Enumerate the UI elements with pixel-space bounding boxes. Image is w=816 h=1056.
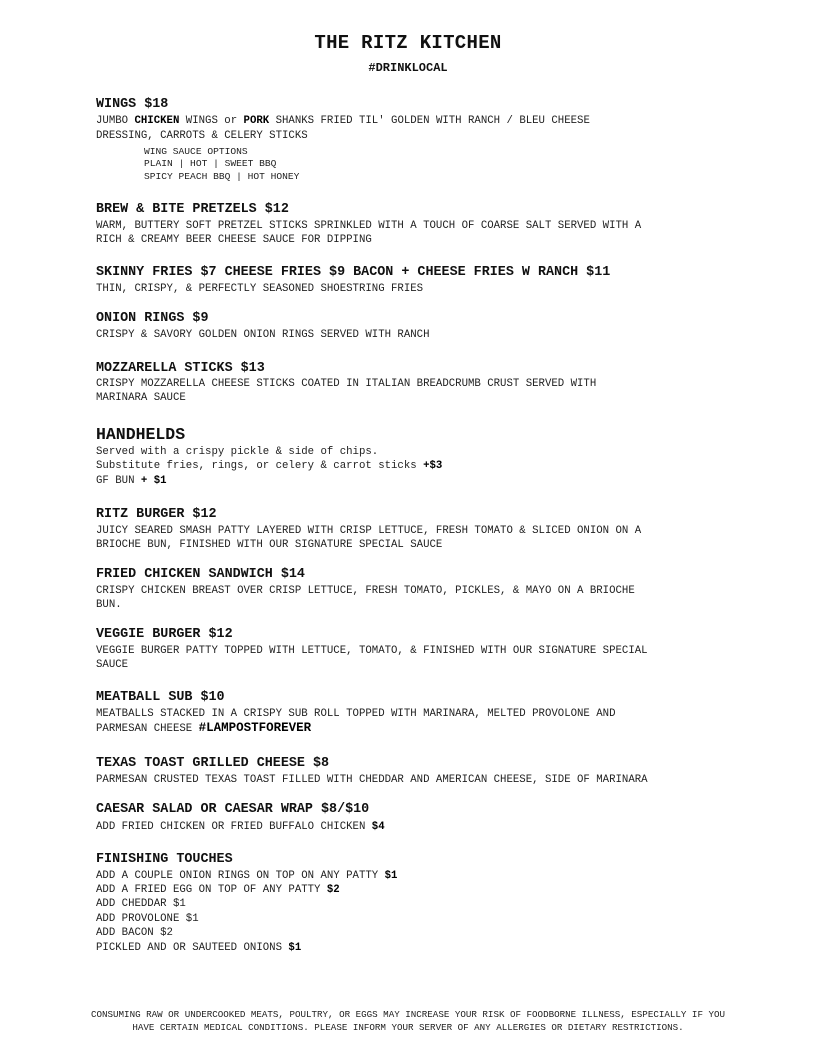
item-title: WINGS $18: [96, 97, 169, 112]
addon-line: ADD CHEDDAR $1: [96, 898, 186, 910]
addon-line: ADD PROVOLONE $1: [96, 913, 199, 925]
item-title: SKINNY FRIES $7 CHEESE FRIES $9 BACON + CHEESE FRIES W RANCH $11: [96, 265, 611, 280]
section-note: Substitute fries, rings, or celery & carrot sticks +$3: [96, 460, 443, 472]
item-description: CRISPY CHICKEN BREAST OVER CRISP LETTUCE, FRESH TOMATO, PICKLES, & MAYO ON A BRIOCHE: [96, 585, 635, 597]
item-description: THIN, CRISPY, & PERFECTLY SEASONED SHOESTRING FRIES: [96, 283, 424, 295]
page-title: THE RITZ KITCHEN: [314, 32, 502, 54]
item-description: JUMBO CHICKEN WINGS or PORK SHANKS FRIED TIL' GOLDEN WITH RANCH / BLEU CHEESE: [96, 115, 590, 127]
item-title: FRIED CHICKEN SANDWICH $14: [96, 567, 305, 582]
page-tagline: #DRINKLOCAL: [368, 61, 448, 75]
sauce-options: SPICY PEACH BBQ | HOT HONEY: [144, 171, 300, 182]
addon-line: ADD A COUPLE ONION RINGS ON TOP ON ANY PATTY $1: [96, 870, 398, 882]
item-description: ADD FRIED CHICKEN OR FRIED BUFFALO CHICKEN $4: [96, 821, 385, 833]
item-title: MOZZARELLA STICKS $13: [96, 361, 265, 376]
item-title: ONION RINGS $9: [96, 311, 209, 326]
item-description: PARMESAN CHEESE #LAMPOSTFOREVER: [96, 721, 312, 735]
section-note: Served with a crispy pickle & side of chips.: [96, 446, 379, 458]
item-description: BUN.: [96, 599, 122, 611]
item-description: JUICY SEARED SMASH PATTY LAYERED WITH CRISP LETTUCE, FRESH TOMATO & SLICED ONION ON A: [96, 525, 642, 537]
item-description: MARINARA SAUCE: [96, 392, 186, 404]
section-note: GF BUN + $1: [96, 475, 167, 487]
sauce-options: PLAIN | HOT | SWEET BBQ: [144, 158, 277, 169]
addon-line: ADD BACON $2: [96, 927, 173, 939]
hashtag: #LAMPOSTFOREVER: [198, 721, 312, 735]
section-title: HANDHELDS: [96, 425, 186, 444]
addon-line: ADD A FRIED EGG ON TOP OF ANY PATTY $2: [96, 884, 340, 896]
item-description: CRISPY & SAVORY GOLDEN ONION RINGS SERVED WITH RANCH: [96, 329, 430, 341]
footer-disclaimer: CONSUMING RAW OR UNDERCOOKED MEATS, POULTRY, OR EGGS MAY INCREASE YOUR RISK OF FOODBORNE ILLNESS, ESPECIALLY IF YOU HAVE CERTAIN MEDICAL CONDITIONS. PLEASE INFORM YOUR SERVER OF ANY ALLERGIES OR DIETARY RESTRICTIONS.: [90, 1009, 726, 1033]
item-title: RITZ BURGER $12: [96, 507, 217, 522]
item-description: DRESSING, CARROTS & CELERY STICKS: [96, 130, 308, 142]
item-title: VEGGIE BURGER $12: [96, 627, 233, 642]
item-title: MEATBALL SUB $10: [96, 690, 225, 705]
addon-line: PICKLED AND OR SAUTEED ONIONS $1: [96, 942, 302, 954]
item-description: BRIOCHE BUN, FINISHED WITH OUR SIGNATURE SPECIAL SAUCE: [96, 539, 443, 551]
item-title: BREW & BITE PRETZELS $12: [96, 202, 289, 217]
item-description: RICH & CREAMY BEER CHEESE SAUCE FOR DIPPING: [96, 234, 372, 246]
item-description: CRISPY MOZZARELLA CHEESE STICKS COATED IN ITALIAN BREADCRUMB CRUST SERVED WITH: [96, 378, 597, 390]
item-description: MEATBALLS STACKED IN A CRISPY SUB ROLL TOPPED WITH MARINARA, MELTED PROVOLONE AND: [96, 708, 616, 720]
item-description: PARMESAN CRUSTED TEXAS TOAST FILLED WITH CHEDDAR AND AMERICAN CHEESE, SIDE OF MARINARA: [96, 774, 648, 786]
item-description: SAUCE: [96, 659, 129, 671]
sauce-options-header: WING SAUCE OPTIONS: [144, 146, 248, 157]
item-description: WARM, BUTTERY SOFT PRETZEL STICKS SPRINKLED WITH A TOUCH OF COARSE SALT SERVED WITH A: [96, 220, 642, 232]
item-description: VEGGIE BURGER PATTY TOPPED WITH LETTUCE, TOMATO, & FINISHED WITH OUR SIGNATURE SPECIAL: [96, 645, 648, 657]
item-title: TEXAS TOAST GRILLED CHEESE $8: [96, 756, 330, 771]
item-title: FINISHING TOUCHES: [96, 852, 233, 867]
item-title: CAESAR SALAD OR CAESAR WRAP $8/$10: [96, 802, 370, 817]
